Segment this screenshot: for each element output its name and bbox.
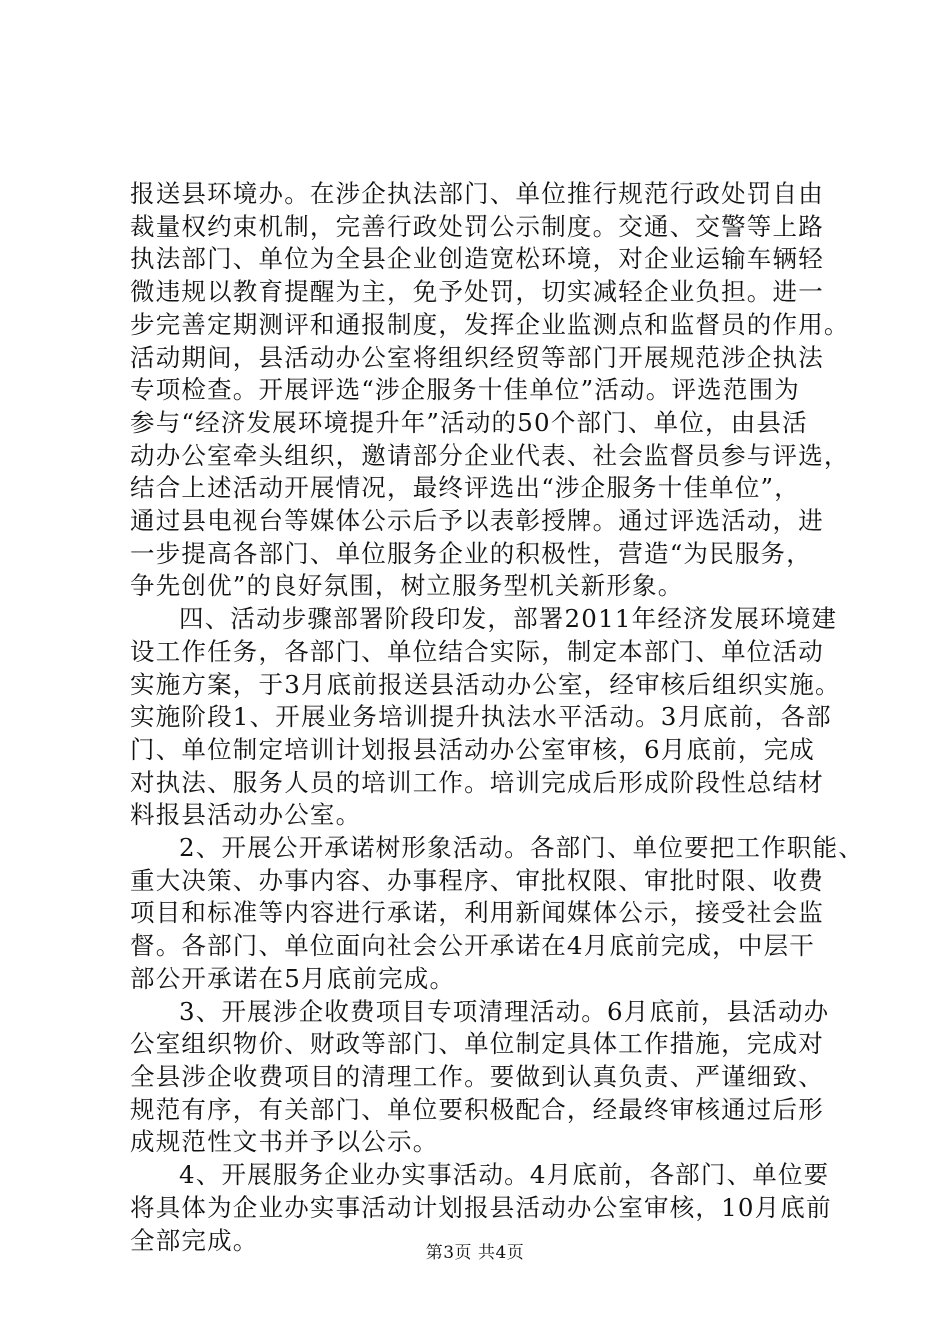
text-line: 一步提高各部门、单位服务企业的积极性，营造“为民服务， (130, 538, 812, 568)
paragraph-4 (130, 996, 850, 1160)
text-line: 规范有序，有关部门、单位要积极配合，经最终审核通过后形 (130, 1094, 824, 1124)
text-line: 步完善定期测评和通报制度，发挥企业监测点和监督员的作用。 (130, 309, 850, 339)
text-line: 执法部门、单位为全县企业创造宽松环境，对企业运输车辆轻 (130, 244, 824, 274)
text-line: 项目和标准等内容进行承诺，利用新闻媒体公示，接受社会监 (130, 898, 824, 928)
text-line: 4、开展服务企业办实事活动。4月底前，各部门、单位要 (179, 1160, 830, 1190)
text-line: 将具体为企业办实事活动计划报县活动办公室审核，10月底前 (130, 1192, 832, 1222)
text-line: 料报县活动办公室。 (130, 800, 362, 830)
text-line: 实施方案，于3月底前报送县活动办公室，经审核后组织实施。 (130, 669, 841, 699)
text-line: 重大决策、办事内容、办事程序、审批权限、审批时限、收费 (130, 865, 824, 895)
text-line: 门、单位制定培训计划报县活动办公室审核，6月底前，完成 (130, 734, 815, 764)
text-line: 参与“经济发展环境提升年”活动的50个部门、单位，由县活 (130, 407, 808, 437)
text-line: 裁量权约束机制，完善行政处罚公示制度。交通、交警等上路 (130, 211, 824, 241)
text-line: 2、开展公开承诺树形象活动。各部门、单位要把工作职能、 (179, 833, 864, 863)
text-line: 实施阶段1、开展业务培训提升执法水平活动。3月底前，各部 (130, 702, 832, 732)
text-line: 动办公室牵头组织，邀请部分企业代表、社会监督员参与评选， (130, 440, 850, 470)
text-line: 通过县电视台等媒体公示后予以表彰授牌。通过评选活动，进 (130, 506, 824, 536)
page-number-footer: 第3页 共4页 (425, 1243, 525, 1263)
text-line: 报送县环境办。在涉企执法部门、单位推行规范行政处罚自由 (130, 179, 824, 208)
text-line: 全部完成。 (130, 1225, 259, 1255)
text-line: 3、开展涉企收费项目专项清理活动。6月底前，县活动办 (179, 996, 830, 1026)
text-line: 活动期间，县活动办公室将组织经贸等部门开展规范涉企执法 (130, 342, 824, 372)
text-line: 专项检查。开展评选“涉企服务十佳单位”活动。评选范围为 (130, 375, 800, 405)
paragraph-2 (130, 603, 850, 832)
text-line: 对执法、服务人员的培训工作。培训完成后形成阶段性总结材 (130, 767, 824, 797)
text-line: 公室组织物价、财政等部门、单位制定具体工作措施，完成对 (130, 1029, 824, 1059)
text-line: 四、活动步骤部署阶段印发，部署2011年经济发展环境建 (179, 604, 838, 634)
text-line: 成规范性文书并予以公示。 (130, 1127, 439, 1157)
text-line: 微违规以教育提醒为主，免予处罚，切实减轻企业负担。进一 (130, 277, 824, 307)
text-line: 争先创优”的良好氛围，树立服务型机关新形象。 (130, 571, 684, 601)
text-line: 设工作任务，各部门、单位结合实际，制定本部门、单位活动 (130, 636, 824, 666)
text-line: 部公开承诺在5月底前完成。 (130, 963, 456, 993)
document-body (130, 178, 864, 1257)
paragraph-1 (130, 178, 850, 603)
text-line: 督。各部门、单位面向社会公开承诺在4月底前完成，中层干 (130, 931, 815, 961)
text-line: 结合上述活动开展情况，最终评选出“涉企服务十佳单位”， (130, 473, 800, 503)
text-line: 全县涉企收费项目的清理工作。要做到认真负责、严谨细致、 (130, 1061, 824, 1091)
paragraph-3 (130, 832, 864, 996)
